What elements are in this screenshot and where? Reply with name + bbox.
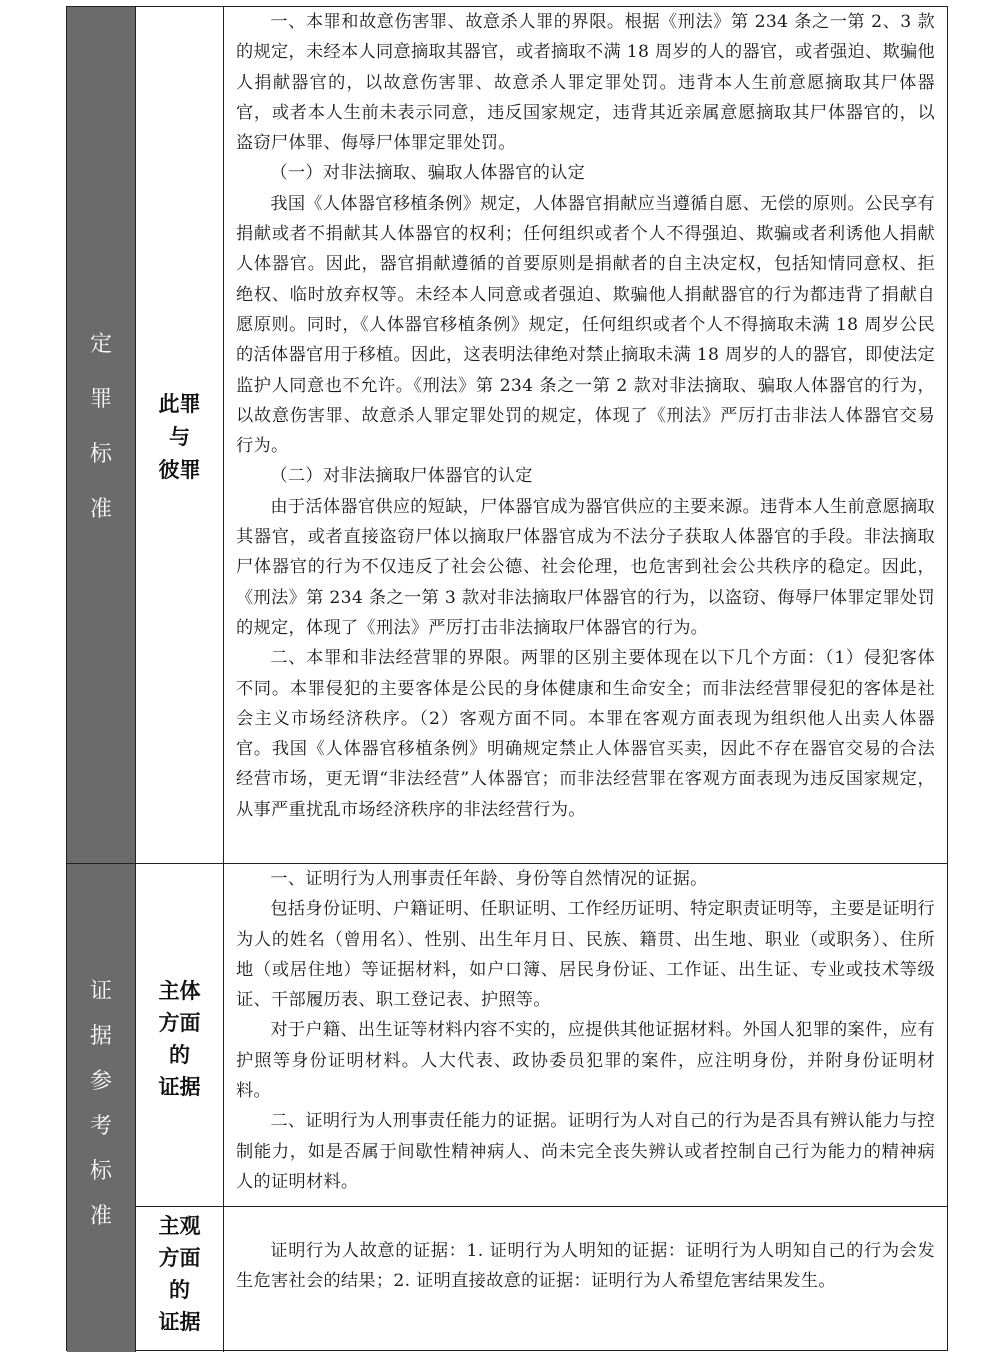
law-table (66, 6, 948, 1351)
subsection-label-cell (136, 1206, 224, 1352)
row-divider (136, 1206, 947, 1207)
paragraph: 二、证明行为人刑事责任能力的证据。证明行为人对自己的行为是否具有辨认能力与控制能力，如是否属于间歇性精神病人、尚未完全丧失辨认或者控制自己行为能力的精神病人的证明材料。 (236, 1111, 935, 1192)
section-evidence-standard (67, 864, 947, 1352)
subsection-label-line: 方面 (158, 1246, 201, 1270)
category-char: 参 (89, 1069, 112, 1094)
category-char: 证 (89, 979, 112, 1004)
category-char: 准 (89, 1204, 112, 1229)
paragraph: 我国《人体器官移植条例》规定，人体器官捐献应当遵循自愿、无偿的原则。公民享有捐献或者不捐献其人体器官的权利；任何组织或者个人不得强迫、欺骗或者利诱他人捐献人体器官。因此，器官捐献遵循的首要原则是捐献者的自主决定权，包括知情同意权、拒绝权、临时放弃权等。未经本人同意或者强迫、欺骗他人捐献器官的行为都违背了捐献自愿原则。同时，《人体器官移植条例》规定，任何组织或者个人不得摘取未满 18 周岁公民的活体器官用于移植。因此，这表明法律绝对禁止摘取未满 18 周岁的人的器官，即使法定监护人同意也不允许。《刑法》第 234 条之一第 2 款对非法摘取、骗取人体器官的行为，以故意伤害罪、故意杀人罪定罪处罚的规定，体现了《刑法》严厉打击非法人体器官交易行为。 (236, 193, 935, 457)
category-char: 标 (89, 1159, 112, 1184)
subsection-label-line: 与 (169, 425, 190, 449)
category-cell (67, 7, 136, 863)
paragraph: 二、本罪和非法经营罪的界限。两罪的区别主要体现在以下几个方面：（1）侵犯客体不同。本罪侵犯的主要客体是公民的身体健康和生命安全；而非法经营罪侵犯的客体是社会主义市场经济秩序。（2）客观方面不同。本罪在客观方面表现为组织他人出卖人体器官。我国《人体器官移植条例》明确规定禁止人体器官买卖，因此不存在器官交易的合法经营市场，更无谓“非法经营”人体器官；而非法经营罪在客观方面表现为违反国家规定，从事严重扰乱市场经济秩序的非法经营行为。 (236, 648, 935, 820)
subsection-label-line: 的 (169, 1278, 190, 1302)
subsection-label-line: 主观 (158, 1214, 201, 1238)
category-char: 据 (89, 1024, 112, 1049)
subsection-content (224, 1236, 947, 1297)
subsection-content (224, 7, 947, 825)
category-char: 标 (89, 442, 112, 467)
subsection-label-line: 此罪 (158, 392, 201, 416)
paragraph: 包括身份证明、户籍证明、任职证明、工作经历证明、特定职责证明等，主要是证明行为人的姓名（曾用名）、性别、出生年月日、民族、籍贯、出生地、职业（或职务）、住所地（或居住地）等证据材料，如户口簿、居民身份证、工作证、出生证、专业或技术等级证、干部履历表、职工登记表、护照等。 (236, 899, 935, 1011)
subsection-label-line: 主体 (158, 979, 201, 1003)
category-cell (67, 864, 136, 1352)
category-char: 考 (89, 1114, 112, 1139)
paragraph: （一）对非法摘取、骗取人体器官的认定 (270, 163, 586, 184)
section-conviction-standard (67, 7, 947, 864)
subsection-label-line: 彼罪 (158, 458, 201, 482)
subsection-label-line: 的 (169, 1043, 190, 1067)
category-char: 定 (89, 332, 112, 357)
paragraph: （二）对非法摘取尸体器官的认定 (270, 466, 533, 487)
paragraph: 证明行为人故意的证据：1. 证明行为人明知的证据：证明行为人明知自己的行为会发生危害社会的结果；2. 证明直接故意的证据：证明行为人希望危害结果发生。 (236, 1241, 935, 1292)
category-char: 准 (89, 497, 112, 522)
subsection-label-line: 证据 (158, 1310, 201, 1334)
paragraph: 一、本罪和故意伤害罪、故意杀人罪的界限。根据《刑法》第 234 条之一第 2、3 款的规定，未经本人同意摘取其器官，或者摘取不满 18 周岁的人的器官，或者强迫、欺骗他人捐献器官的，以故意伤害罪、故意杀人罪定罪处罚。违背本人生前意愿摘取其尸体器官，或者本人生前未表示同意，违反国家规定，违背其近亲属意愿摘取其尸体器官的，以盗窃尸体罪、侮辱尸体罪定罪处罚。 (236, 12, 935, 154)
subsection-label-cell (136, 864, 224, 1206)
subsection-label-cell (136, 7, 224, 863)
paragraph: 一、证明行为人刑事责任年龄、身份等自然情况的证据。 (270, 869, 708, 889)
subsection-label-line: 方面 (158, 1011, 201, 1035)
subsection-label-line: 证据 (158, 1075, 201, 1099)
paragraph: 由于活体器官供应的短缺，尸体器官成为器官供应的主要来源。违背本人生前意愿摘取其器官，或者直接盗窃尸体以摘取尸体器官成为不法分子获取人体器官的手段。非法摘取尸体器官的行为不仅违反了社会公德、社会伦理，也危害到社会公共秩序的稳定。因此，《刑法》第 234 条之一第 3 款对非法摘取尸体器官的行为，以盗窃、侮辱尸体罪定罪处罚的规定，体现了《刑法》严厉打击非法摘取尸体器官的行为。 (236, 496, 935, 638)
subsection-content (224, 864, 947, 1197)
category-char: 罪 (89, 387, 112, 412)
paragraph: 对于户籍、出生证等材料内容不实的，应提供其他证据材料。外国人犯罪的案件，应有护照等身份证明材料。人大代表、政协委员犯罪的案件，应注明身份，并附身份证明材料。 (236, 1020, 935, 1102)
